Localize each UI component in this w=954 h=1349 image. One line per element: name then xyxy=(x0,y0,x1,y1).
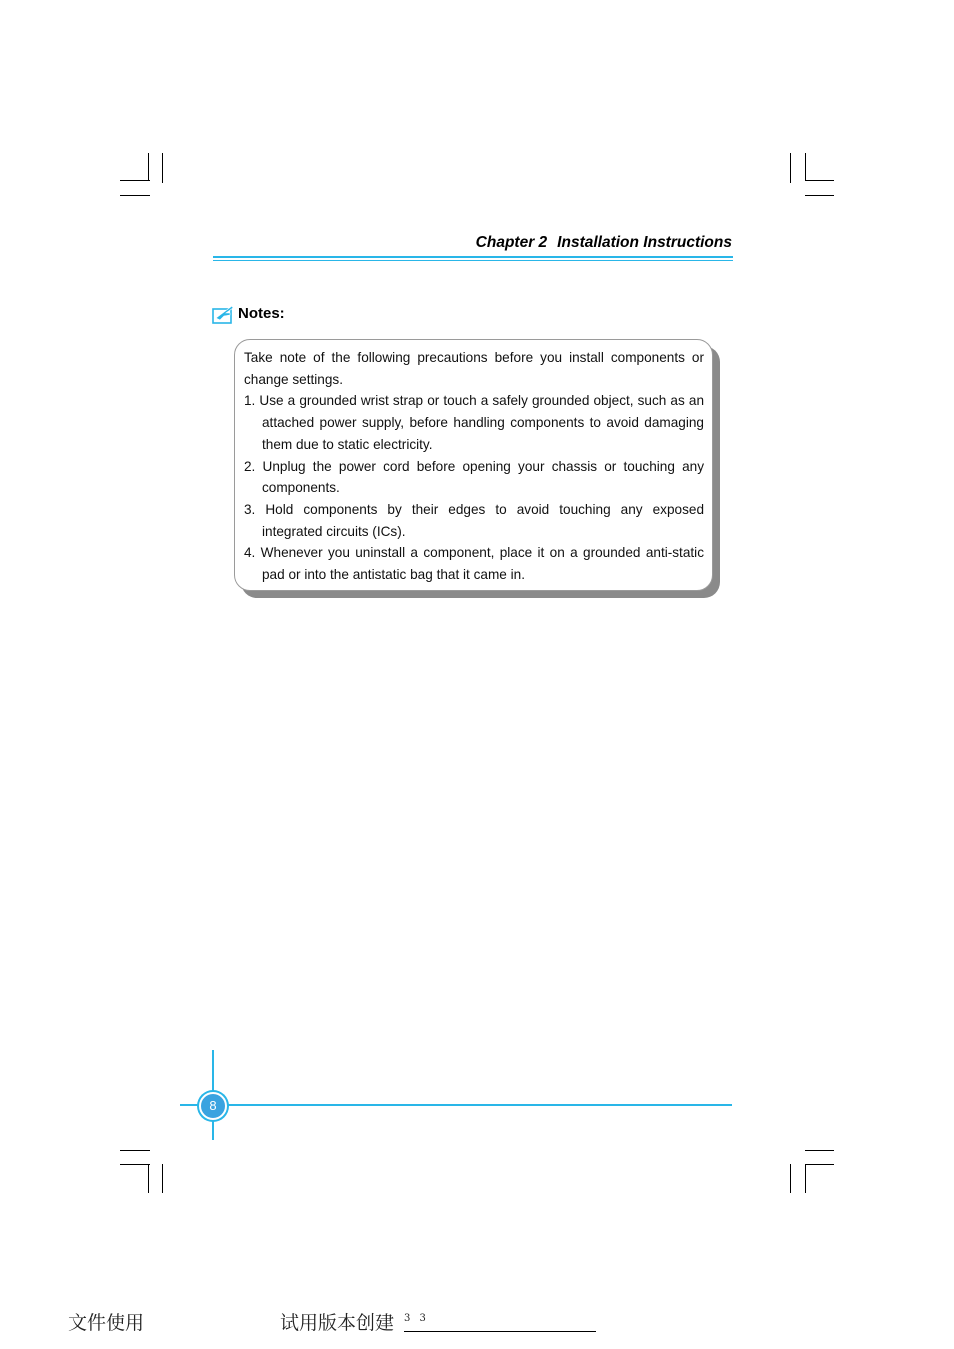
crop-mark xyxy=(120,1164,150,1165)
crop-mark xyxy=(805,180,834,181)
header-rule xyxy=(213,260,733,261)
notes-intro: Take note of the following precautions before you install components or change settings. xyxy=(244,350,704,387)
list-item: 2. Unplug the power cord before opening your chassis or touching any components. xyxy=(244,458,704,496)
page-number: 8 xyxy=(199,1092,227,1120)
notes-box xyxy=(234,339,713,591)
watermark-right: 试用版本创建 xyxy=(280,1312,395,1334)
footer-vertical-line xyxy=(212,1120,214,1140)
list-item: 3. Hold components by their edges to avoid touching any exposed integrated circuits (ICs). xyxy=(244,501,704,539)
footer-vertical-line xyxy=(212,1050,214,1092)
crop-mark xyxy=(162,1164,163,1193)
crop-mark xyxy=(148,1164,149,1193)
notes-heading: Notes: xyxy=(238,305,285,322)
crop-mark xyxy=(120,180,150,181)
crop-mark xyxy=(805,1150,834,1151)
footer-horizontal-line xyxy=(180,1104,199,1106)
header-rule xyxy=(213,256,733,258)
chapter-header xyxy=(476,234,732,252)
crop-mark xyxy=(805,1164,834,1165)
watermark-left: 文件使用 xyxy=(68,1312,145,1334)
watermark-underline xyxy=(404,1331,596,1332)
list-item: 1. Use a grounded wrist strap or touch a safely grounded object, such as an attached power supply, before handling components to avoid damaging them due to static electricity. xyxy=(244,393,704,452)
chapter-number: Chapter 2 xyxy=(475,234,548,251)
crop-mark xyxy=(805,153,806,181)
watermark-superscript: 3 3 xyxy=(404,1313,429,1324)
footer-horizontal-line xyxy=(227,1104,732,1106)
crop-mark xyxy=(805,195,834,196)
hand-pointing-icon xyxy=(212,304,234,324)
chapter-title: Installation Instructions xyxy=(557,234,732,251)
crop-mark xyxy=(162,153,163,183)
crop-mark xyxy=(790,153,791,183)
crop-mark xyxy=(120,1150,150,1151)
crop-mark xyxy=(120,195,150,196)
crop-mark xyxy=(790,1164,791,1193)
crop-mark xyxy=(805,1164,806,1193)
list-item: 4. Whenever you uninstall a component, place it on a grounded anti-static pad or into the antistatic bag that it came in. xyxy=(244,545,704,583)
crop-mark xyxy=(148,153,149,181)
